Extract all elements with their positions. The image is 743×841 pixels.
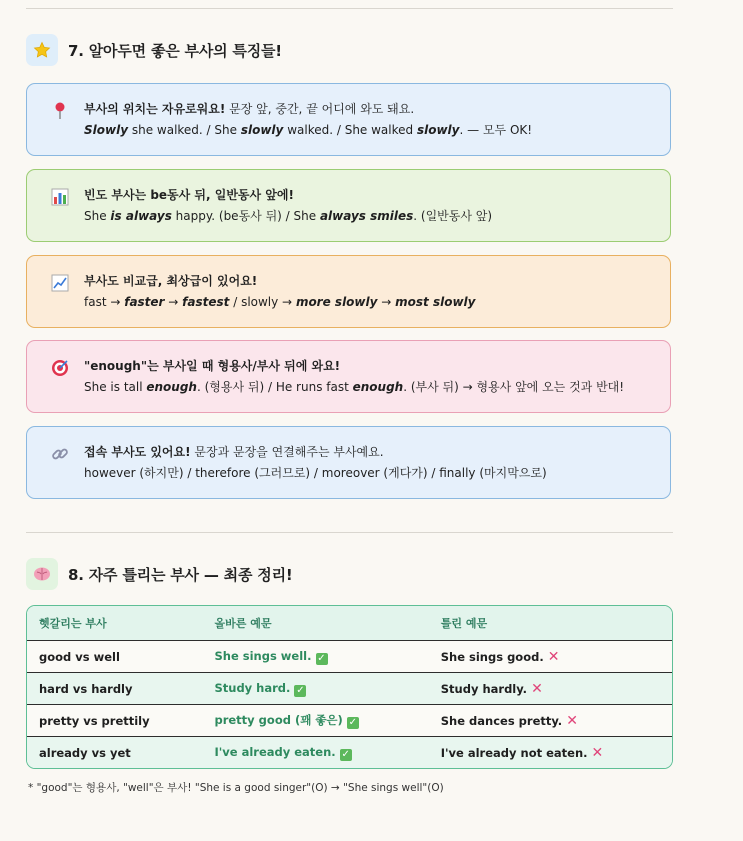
check-icon: ✓ [348,717,357,728]
link-icon [43,445,77,467]
correct-example: pretty good (꽤 좋은) ✓ [202,704,428,736]
wrong-example: She sings good. ✕ [429,640,672,672]
adverb-pair: pretty vs prettily [27,704,202,736]
header-wrong: 틀린 예문 [429,606,672,640]
card-5-heading: 접속 부사도 있어요! [84,444,191,459]
bar-chart-icon [43,188,77,210]
correct-example: She sings well. ✓ [202,640,428,672]
brain-icon [26,558,58,590]
card-5-heading-rest: 문장과 문장을 연결해주는 부사예요. [190,444,384,459]
card-5-example: however (하지만) / therefore (그러므로) / moreover (게다가) / finally (마지막으로) [84,465,547,480]
cross-icon: ✕ [547,648,560,665]
cross-icon: ✕ [591,744,604,761]
wrong-example: Study hardly. ✕ [429,672,672,704]
footnote: * "good"는 형용사, "well"은 부사! "She is a good singer"(O) → "She sings well"(O) [28,782,444,794]
section-8-header [26,556,293,592]
table-row [27,736,672,768]
star-icon [26,34,58,66]
tip-card-position [26,83,671,156]
adverb-pair: already vs yet [27,736,202,768]
card-2-example: She is always happy. (be동사 뒤) / She always smiles. (일반동사 앞) [84,208,493,223]
section-7-title: 7. 알아두면 좋은 부사의 특징들! [68,41,282,60]
check-icon: ✓ [317,652,326,664]
card-1-example: Slowly she walked. / She slowly walked. / She walked slowly. — 모두 OK! [84,122,533,137]
table-row [27,640,672,672]
tip-card-conjunctive [26,426,671,499]
section-divider [26,532,673,533]
tip-card-frequency [26,169,671,242]
card-3-heading: 부사도 비교급, 최상급이 있어요! [84,273,258,288]
adverb-pair: hard vs hardly [27,672,202,704]
card-3-example: fast → faster → fastest / slowly → more slowly → most slowly [84,294,476,309]
tip-card-comparison [26,255,671,328]
check-icon: ✓ [341,748,350,760]
wrong-example: She dances pretty. ✕ [429,704,672,736]
card-2-heading: 빈도 부사는 be동사 뒤, 일반동사 앞에! [84,187,294,202]
wrong-example: I've already not eaten. ✕ [429,736,672,768]
correct-example: Study hard. ✓ [202,672,428,704]
section-8-title: 8. 자주 틀리는 부사 — 최종 정리! [68,565,293,584]
header-correct: 올바른 예문 [202,606,428,640]
tip-card-enough [26,340,671,413]
top-divider [26,8,673,9]
table-header-row [27,606,672,640]
check-icon: ✓ [296,684,305,696]
pin-icon [43,102,77,124]
card-4-example: She is tall enough. (형용사 뒤) / He runs fast enough. (부사 뒤) → 형용사 앞에 오는 것과 반대! [84,379,625,394]
card-4-heading: "enough"는 부사일 때 형용사/부사 뒤에 와요! [84,358,341,373]
card-1-heading: 부사의 위치는 자유로워요! [84,101,226,116]
correct-example: I've already eaten. ✓ [202,736,428,768]
header-confusing: 헷갈리는 부사 [27,606,202,640]
adverb-pair: good vs well [27,640,202,672]
table-row [27,672,672,704]
confusing-adverbs-table [26,605,673,769]
cross-icon: ✕ [566,712,578,729]
card-1-heading-rest: 문장 앞, 중간, 끝 어디에 와도 돼요. [225,101,415,116]
trend-chart-icon [43,274,77,296]
table-row [27,704,672,736]
target-icon [43,359,77,381]
cross-icon: ✕ [531,680,543,697]
section-7-header [26,32,282,68]
